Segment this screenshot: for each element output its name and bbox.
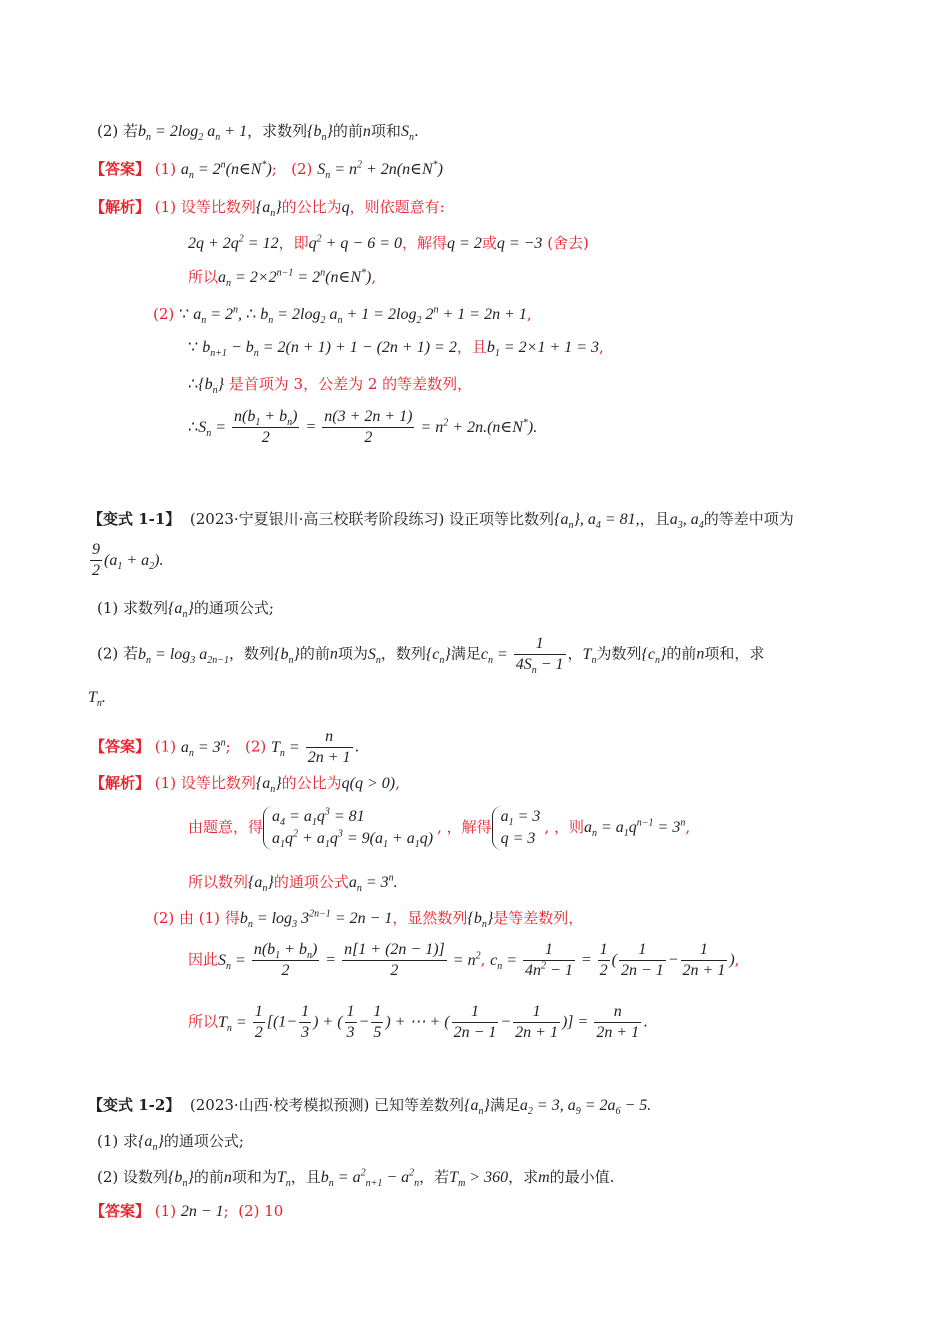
variant-1-1-system: 由题意，得 $a_4 = a_1q^3 = 81$ $a_1q^2 + a_1q^3 = 9(a_1 + a_1q)$ , ，解得 $a_1 = 3$ q = 3 , ，则$a_n = a_1q^{n-1} = 3^n$, bbox=[188, 806, 691, 851]
solve-q-line: $2q + 2q^2 = 12$，即$q^2 + q - 6 = 0$，解得q = 2或q = −3 (舍去) bbox=[188, 233, 589, 252]
variant-1-2-tag: 【变式 1-2】 bbox=[88, 1096, 181, 1114]
variant-1-1-sn-cn-line: 因此$S_n$ = $\frac{n(b_1 + b_n)}{2}$ = $\frac{n[1 + (2n - 1)]}{2}$ = $n^2$, $c_n$ = $\frac{1}{4n^2 - 1}$ = $\frac{1}{2}$ ( $\frac{1}{2n - 1}$ − $\frac{1}{2n + 1}$ ), bbox=[188, 941, 740, 979]
variant-1-1-fraction: $\frac{9}{2}$ $(a_1 + a_2)$. bbox=[92, 541, 164, 579]
variant-1-2-q1: (1) 求$\{a_n\}$的通项公式; bbox=[97, 1132, 244, 1154]
variant-1-1-q2: (2) 若$b_n = \log_3 a_{2n-1}$，数列$\{b_n\}$的前n项为$S_n$，数列$\{c_n\}$满足$c_n$ = $\frac{1}{4S_n - 1}$ ，$T_n$为数列$\{c_n\}$的前n项和，求 bbox=[97, 635, 765, 677]
variant-1-1-analysis: 【解析】 (1) 设等比数列$\{a_n\}$的公比为q(q > 0), bbox=[90, 774, 400, 796]
variant-1-1-q2-tn: $T_n$. bbox=[88, 689, 106, 710]
arith-seq-line: $\therefore\{b_n\}$ 是首项为 3，公差为 2 的等差数列， bbox=[188, 375, 473, 397]
variant-1-1-bn-line: (2) 由 (1) 得$b_n = \log_3 3^{2n-1} = 2n - 1$，显然数列$\{b_n\}$是等差数列， bbox=[153, 908, 584, 931]
answer-tag: 【答案】 bbox=[90, 1202, 151, 1220]
variant-1-2-header: 【变式 1-2】 (2023·山西·校考模拟预测) 已知等差数列$\{a_n\}$满足$a_2 = 3$, $a_9 = 2a_6 - 5$. bbox=[88, 1096, 652, 1118]
bn-diff-line: ∵ $b_{n+1} - b_n = 2(n + 1) + 1 - (2n + 1) = 2$，且$b_1 = 2\times 1 + 1 = 3$, bbox=[188, 338, 604, 360]
variant-1-1-q1: (1) 求数列$\{a_n\}$的通项公式; bbox=[97, 599, 274, 621]
variant-1-1-tag: 【变式 1-1】 bbox=[88, 510, 181, 528]
answer-line: 【答案】 (1) $a_n$ = $2^n(n\in N^*)$; (2) $S_n = n^2$ + 2n(n∈N*) bbox=[90, 159, 443, 182]
sn-formula-line: $\therefore S_n$ = $\frac{n(b_1 + b_n)}{2}$ = $\frac{n(3 + 2n + 1)}{2}$ = $n^2$ + 2n.(n∈N*). bbox=[188, 408, 538, 446]
variant-1-1-tn-line: 所以$T_n$ = $\frac{1}{2}$ [(1− $\frac{1}{3}$ ) + ( $\frac{1}{3}$ − $\frac{1}{5}$ ) + ⋯ + ( $\frac{1}{2n - 1}$ − $\frac{1}{2n + 1}$ )] = $\frac{n}{2n + 1}$ . bbox=[188, 1003, 648, 1041]
variant-1-2-answer: 【答案】 (1) 2n − 1; (2) 10 bbox=[90, 1202, 284, 1220]
variant-1-1-general-term: 所以数列$\{a_n\}$的通项公式$a_n = 3^n$. bbox=[188, 872, 398, 895]
an-result-line: 所以$a_n = 2\times 2^{n-1}$ = $2^n(n\in N^*)$, bbox=[188, 267, 377, 290]
variant-1-2-q2: (2) 设数列$\{b_n\}$的前n项和为$T_n$，且$b_n = a^2_{n+1} - a^2_n$，若$T_m > 360$，求m的最小值. bbox=[97, 1167, 615, 1190]
analysis-line: 【解析】 (1) 设等比数列$\{a_n\}$的公比为q，则依题意有: bbox=[90, 198, 445, 220]
formula-bn-def: $b_n = 2\log_2$ $a_n + 1$ bbox=[138, 123, 248, 144]
variant-1-1-header: 【变式 1-1】 (2023·宁夏银川·高三校联考阶段练习) 设正项等比数列$\{a_n\}$, $a_4 = 81$,，且$a_3$, $a_4$的等差中项为 bbox=[88, 510, 794, 532]
question-2-line: (2) 若$b_n = 2\log_2$ $a_n + 1$，求数列$\{b_n\}$的前n项和$S_n$. bbox=[97, 122, 419, 144]
analysis-tag: 【解析】 bbox=[90, 198, 151, 216]
answer-tag: 【答案】 bbox=[90, 737, 151, 756]
variant-1-1-answer: 【答案】 (1) $a_n = 3^n$; (2) $T_n$ = $\frac{n}{2n + 1}$ . bbox=[90, 728, 360, 766]
answer-tag: 【答案】 bbox=[90, 160, 151, 178]
bn-derive-line: (2) ∵ $a_n = 2^n$, ∴ $b_n = 2\log_2$ $a_n + 1 = 2\log_2$ $2^n + 1 = 2n + 1$, bbox=[153, 304, 532, 327]
analysis-tag: 【解析】 bbox=[90, 774, 151, 792]
